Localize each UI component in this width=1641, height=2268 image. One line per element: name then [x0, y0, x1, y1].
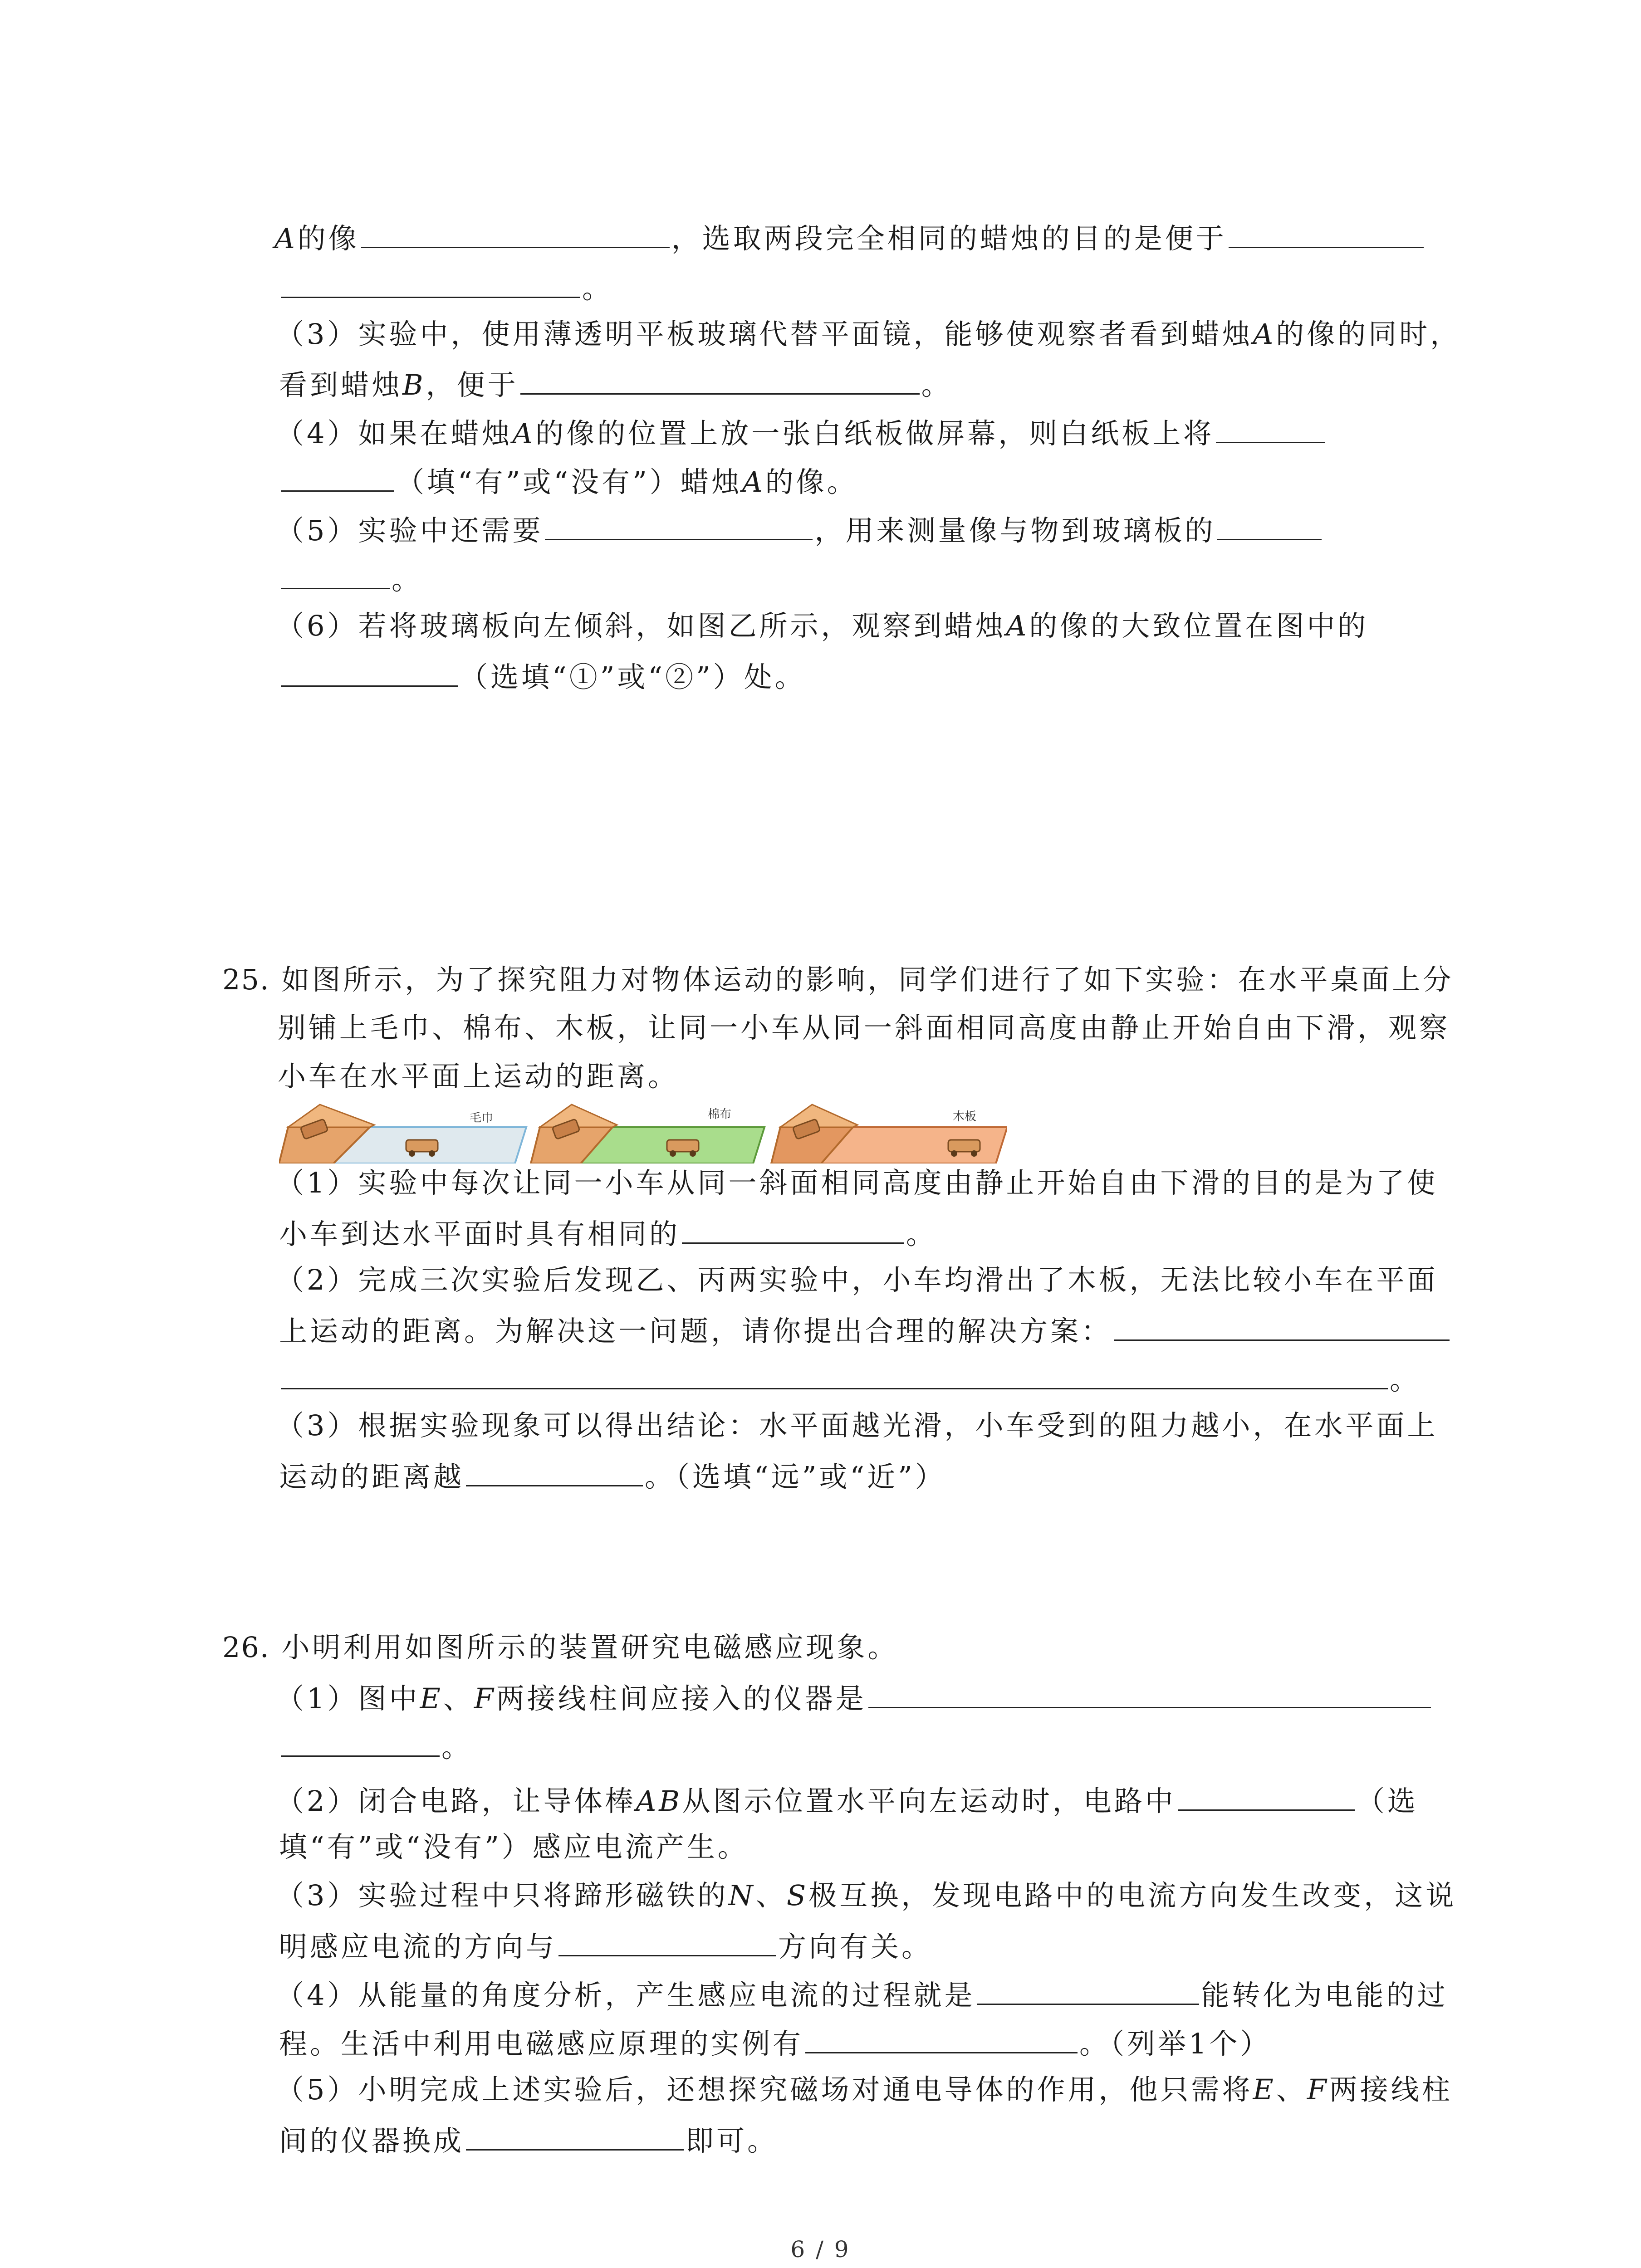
answer-blank[interactable]	[545, 510, 813, 540]
q24-line-5: （4）如果在蜡烛A的像的位置上放一张白纸板做屏幕，则白纸板上将	[276, 413, 1327, 449]
answer-blank[interactable]	[1229, 218, 1424, 248]
answer-blank[interactable]	[361, 218, 670, 248]
q26-part-1a: （1）图中E、F两接线柱间应接入的仪器是	[276, 1678, 1433, 1714]
q24-line-2: 。	[279, 268, 613, 304]
q25-line-3: 小车在水平面上运动的距离。	[278, 1060, 679, 1093]
answer-blank[interactable]	[1217, 510, 1322, 540]
answer-blank[interactable]	[520, 364, 920, 395]
q25-part-3b: 运动的距离越 。（选填“远”或“近”）	[279, 1456, 946, 1492]
q25-part-2c: 。	[279, 1359, 1421, 1395]
answer-blank[interactable]	[868, 1678, 1431, 1708]
wood-label: 木板	[953, 1110, 977, 1124]
answer-blank[interactable]	[466, 1456, 643, 1486]
wood-panel	[771, 1105, 1007, 1163]
answer-blank[interactable]	[1216, 413, 1325, 443]
towel-label: 毛巾	[470, 1111, 494, 1125]
q26-part-5a: （5）小明完成上述实验后，还想探究磁场对通电导体的作用，他只需将E、F两接线柱	[276, 2073, 1453, 2106]
q25-line-1: 25. 如图所示，为了探究阻力对物体运动的影响，同学们进行了如下实验：在水平桌面上分	[222, 963, 1454, 996]
answer-blank[interactable]	[558, 1926, 776, 1956]
q26-part-2a: （2）闭合电路，让导体棒AB从图示位置水平向左运动时，电路中 （选	[276, 1780, 1418, 1817]
q26-part-1b: 。	[279, 1726, 472, 1763]
q25-part-1b: 小车到达水平面时具有相同的 。	[279, 1213, 937, 1250]
answer-blank[interactable]	[281, 559, 390, 589]
q25-part-2b: 上运动的距离。为解决这一问题，请你提出合理的解决方案：	[279, 1310, 1451, 1347]
answer-blank[interactable]	[281, 1359, 1388, 1389]
q24-line-6: （填“有”或“没有”）蜡烛A的像。	[279, 461, 858, 498]
cotton-panel	[531, 1105, 764, 1163]
q24-line-1: A的像 ，选取两段完全相同的蜡烛的目的是便于	[274, 218, 1425, 254]
q24-line-10: （选填“①”或“②”）处。	[279, 656, 806, 693]
q25-part-2a: （2）完成三次实验后发现乙、丙两实验中，小车均滑出了木板，无法比较小车在平面	[276, 1263, 1438, 1296]
q26-part-3b: 明感应电流的方向与 方向有关。	[279, 1926, 932, 1962]
q26-line-1: 26. 小明利用如图所示的装置研究电磁感应现象。	[222, 1631, 899, 1664]
answer-blank[interactable]	[1114, 1310, 1450, 1341]
answer-blank[interactable]	[281, 461, 394, 492]
q24-line-3: （3）实验中，使用薄透明平板玻璃代替平面镜，能够使观察者看到蜡烛A的像的同时，	[276, 318, 1461, 351]
q26-part-4b: 程。生活中利用电磁感应原理的实例有 。（列举1个）	[279, 2023, 1271, 2059]
q24-line-7: （5）实验中还需要 ，用来测量像与物到玻璃板的	[276, 510, 1323, 546]
q24-line-9: （6）若将玻璃板向左倾斜，如图乙所示，观察到蜡烛A的像的大致位置在图中的	[276, 609, 1369, 642]
q26-part-2b: 填“有”或“没有”）感应电流产生。	[279, 1830, 749, 1863]
answer-blank[interactable]	[281, 1726, 440, 1757]
q26-part-3a: （3）实验过程中只将蹄形磁铁的N、S极互换，发现电路中的电流方向发生改变，这说	[276, 1879, 1457, 1912]
page-number: 6 / 9	[790, 2236, 851, 2263]
answer-blank[interactable]	[1178, 1780, 1355, 1811]
q24-line-8: 。	[279, 559, 422, 595]
q25-part-3a: （3）根据实验现象可以得出结论：水平面越光滑，小车受到的阻力越小，在水平面上	[276, 1409, 1438, 1442]
q25-part-1a: （1）实验中每次让同一小车从同一斜面相同高度由静止开始自由下滑的目的是为了使	[276, 1166, 1438, 1199]
q25-line-2: 别铺上毛巾、棉布、木板，让同一小车从同一斜面相同高度由静止开始自由下滑，观察	[278, 1011, 1450, 1044]
answer-blank[interactable]	[682, 1213, 904, 1244]
question-number: 26.	[222, 1631, 270, 1664]
experiment-figure	[279, 1100, 1007, 1163]
answer-blank[interactable]	[281, 268, 580, 298]
answer-blank[interactable]	[805, 2023, 1078, 2053]
answer-blank[interactable]	[466, 2120, 684, 2151]
q24-line-4: 看到蜡烛B，便于 。	[279, 364, 952, 401]
q26-part-5b: 间的仪器换成 即可。	[279, 2120, 778, 2156]
towel-panel	[279, 1105, 526, 1163]
cotton-label: 棉布	[708, 1108, 732, 1121]
answer-blank[interactable]	[977, 1975, 1199, 2005]
answer-blank[interactable]	[281, 656, 458, 687]
question-number: 25.	[222, 963, 270, 996]
q26-part-4a: （4）从能量的角度分析，产生感应电流的过程就是 能转化为电能的过	[276, 1975, 1448, 2011]
